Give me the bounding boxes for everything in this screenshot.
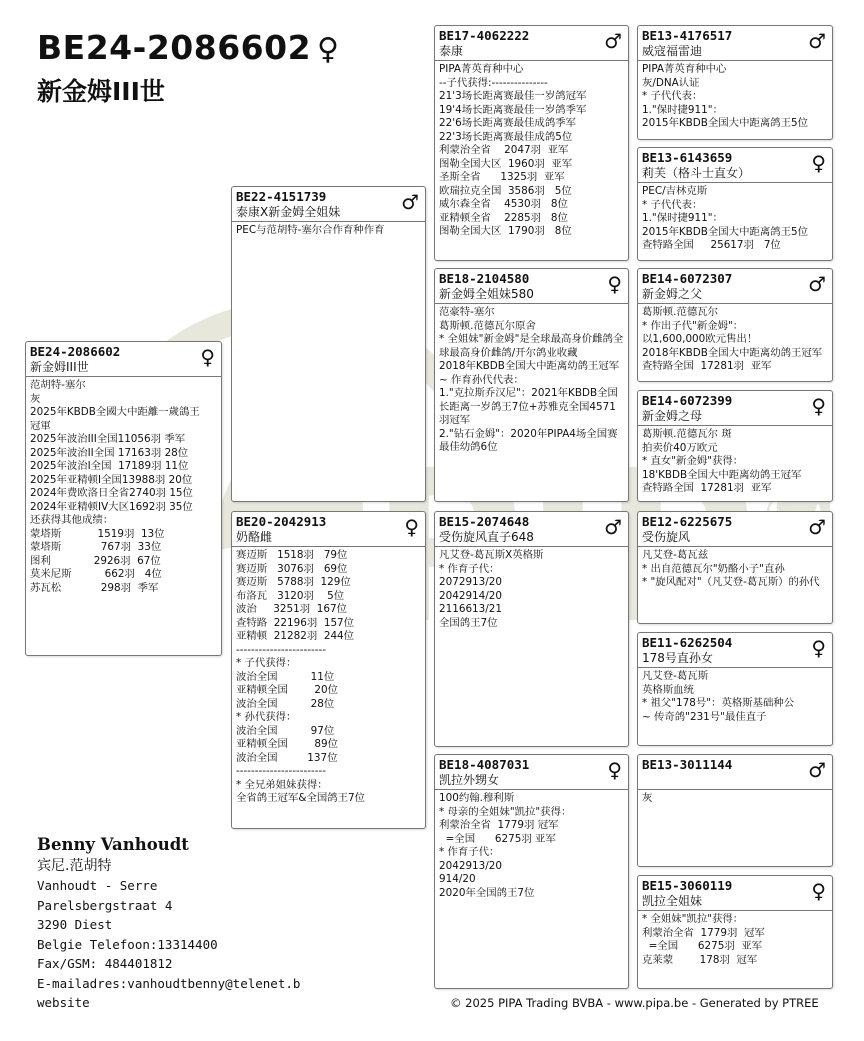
ring-number: BE11-6262504 [642,635,733,650]
female-icon: ♀ [811,636,826,660]
pigeon-name: 受伤旋风直子648 [439,530,534,544]
pigeon-name: 新金姆之父 [642,287,703,301]
female-icon: ♀ [404,515,419,539]
ring-number: BE15-3060119 [642,878,733,893]
pigeon-card-sds[interactable] [637,268,833,382]
pigeon-notes: * 全姐妹"凯拉"获得： 利蒙治全省 1779羽 冠军 =全国 6275羽 亚军 克莱蒙 178羽 冠军 [642,913,765,966]
pigeon-card-dsd[interactable] [637,632,833,746]
page-subtitle: 新金姆III世 [37,77,165,106]
ring-number: BE13-6143659 [642,150,733,165]
ring-number: BE18-4087031 [439,757,530,772]
breeder-street: Parelsbergstraat 4 [37,897,173,913]
ring-number: BE18-2104580 [439,271,530,286]
pigeon-name: 新金姆III世 [30,360,89,374]
pigeon-notes: 凡艾登-葛瓦兹 * 出自范德瓦尔"奶酪小子"直孙 * "旋风配对"（凡艾登-葛瓦斯）的孙代 [642,549,820,588]
male-icon: ♂ [604,29,622,53]
breeder-info [37,834,300,1013]
ring-number: BE15-2074648 [439,514,530,529]
pigeon-name: 178号直孙女 [642,651,713,665]
pigeon-card-sd[interactable] [434,268,629,502]
pigeon-card-ds[interactable] [434,511,629,747]
pigeon-name: 奶酪雌 [236,530,273,544]
pigeon-card-ddd[interactable] [637,875,833,989]
pigeon-notes: 100约翰.穆利斯 * 母亲的全姐妹"凯拉"获得： 利蒙治全省 1779羽 冠军 =全国 6275羽 亚军 * 作育子代： 2042913/20 914/20 2020年全国鸽王7位 [439,792,572,899]
male-icon: ♂ [808,515,826,539]
pigeon-notes: 范胡特-塞尔 灰 2025年KBDB全國大中距離一歲鴿王 冠軍 2025年波治III全国11056羽 季军 2025年波治II全国 17163羽 28位 2025年波治I全国 17189羽 11位 2025年亚精顿I全国13988羽 20位 2024年费欧洛日全省2740羽 15位 2024年亚精顿IV大区1692羽 35位 还获得其他成绩： 蒙塔斯 1519羽 13位 蒙塔斯 767羽 33位 图利 2926羽 67位 莫米尼斯 662羽 4位 苏瓦松 298羽 季军 [30,379,200,594]
pigeon-card-dds[interactable] [637,754,833,867]
footer-copyright: © 2025 PIPA Trading BVBA - www.pipa.be - Generated by PTREE [450,996,819,1010]
pigeon-notes: PIPA菁英育种中心 --子代获得:--------------- 21'3场长距离赛最佳一岁鸽冠军 19'4场长距离赛最佳一岁鸽季军 22'6场长距离赛最佳成鸽季军 22'3场长距离赛最佳成鸽5位 利蒙治全省 2047羽 亚军 图勒全国大区 1960羽 亚军 圣斯全省 1325羽 亚军 欧瑞拉克全国 3586羽 5位 威尔森全省 4530羽 8位 亚精顿全省 2285羽 8位 图勒全国大区 1790羽 8位 [439,63,587,237]
pigeon-name: 泰康X新金姆全姐妹 [236,205,341,219]
pigeon-name: 新金姆之母 [642,409,703,423]
pigeon-card-sire[interactable] [231,186,426,502]
pigeon-name: 莉芙（格斗士直女） [642,166,751,180]
pigeon-name: 受伤旋风 [642,530,691,544]
pigeon-name: 泰康 [439,44,464,58]
title-ring: BE24-2086602 [37,28,312,67]
breeder-fax: Fax/GSM: 484401812 [37,956,173,971]
female-icon: ♀ [607,272,622,296]
pigeon-notes: PIPA菁英育种中心 灰/DNA认证 * 子代代表： 1."保时捷911"： 2015年KBDB全国大中距离鸽王5位 [642,63,809,129]
female-icon: ♀ [607,758,622,782]
female-icon: ♀ [200,345,215,369]
breeder-website[interactable]: website [37,995,90,1010]
ring-number: BE24-2086602 [30,344,121,359]
female-icon: ♀ [811,151,826,175]
ring-number: BE17-4062222 [439,28,530,43]
male-icon: ♂ [808,758,826,782]
pigeon-card-ss[interactable] [434,25,629,261]
pigeon-notes: 葛斯顿.范德瓦尔 * 作出子代"新金姆"： 以1,600,000欧元售出！ 2018年KBDB全国大中距离幼鸽王冠军 查特路全国 17281羽 亚军 [642,306,823,372]
breeder-loft: Vanhoudt - Serre [37,878,158,893]
ring-number: BE22-4151739 [236,189,327,204]
ring-number: BE14-6072307 [642,271,733,286]
ring-number: BE14-6072399 [642,393,733,408]
ring-number: BE20-2042913 [236,514,327,529]
pigeon-notes: 凡艾登-葛瓦斯X英格斯 * 作育子代： 2072913/20 2042914/20 2116613/21 全国鸽王7位 [439,549,544,629]
pigeon-notes: PEC/吉林克斯 * 子代代表： 1."保时捷911"： 2015年KBDB全国大中距离鸽王5位 查特路全国 25617羽 7位 [642,185,809,251]
pigeon-name: 威寇福雷迪 [642,44,703,58]
pigeon-notes: 凡艾登-葛瓦斯 英格斯血统 * 祖父"178号"：英格斯基础种公 ~ 传奇鸽"231号"最佳直子 [642,670,795,723]
pigeon-card-subject[interactable] [25,341,222,656]
male-icon: ♂ [604,515,622,539]
breeder-email[interactable]: E-mailadres:vanhoudtbenny@telenet.b [37,975,301,991]
pigeon-notes: PEC与范胡特-塞尔合作育种作育 [236,224,385,236]
pigeon-notes: 赛迈斯 1518羽 79位 赛迈斯 3076羽 69位 赛迈斯 5788羽 129位 布洛瓦 3120羽 5位 波治 3251羽 167位 查特路 22196羽 157位 亚精顿 21282羽 244位 ------------------------ * 子代获得： 波治全国 11位 亚精顿全国 20位 波治全国 28位 * 孙代获得： 波治全国 97位 亚精顿全国 89位 波治全国 137位 ------------------------ * 全兄弟姐妹获得： 全省鸽王冠军&全国鸽王7位 [236,549,366,804]
male-icon: ♂ [808,29,826,53]
male-icon: ♂ [401,190,419,214]
pigeon-card-sdd[interactable] [637,390,833,502]
female-icon: ♀ [811,394,826,418]
pigeon-card-dd[interactable] [434,754,629,989]
breeder-name: Benny Vanhoudt [37,835,189,854]
pigeon-card-dam[interactable] [231,511,426,829]
breeder-phone: Belgie Telefoon:13314400 [37,936,218,952]
pigeon-card-ssd[interactable] [637,147,833,261]
pigeon-card-sss[interactable] [637,25,833,140]
pigeon-notes: 葛斯顿.范德瓦尔 斑 拍卖价40万欧元 * 直女"新金姆"获得： 18'KBDB全国大中距离幼鸽王冠军 查特路全国 17281羽 亚军 [642,428,802,494]
pigeon-notes: 范豪特-塞尔 葛斯顿.范德瓦尔原舍 * 全姐妹"新金姆"是全球最高身价雌鸽全球最高身价雌鸽/开尔鸽业收藏 2018年KBDB全国大中距离幼鸽王冠军 ~ 作育孙代代表： 1."克拉斯乔汉尼"：2021年KBDB全国长距离一岁鸽王7位+苏雅克全国4571羽冠军 2."钻石金姆"：2020年PIPA4场全国赛最佳幼鸽6位 [439,306,624,453]
pigeon-card-dss[interactable] [637,511,833,624]
ring-number: BE13-3011144 [642,757,733,772]
ring-number: BE13-4176517 [642,28,733,43]
breeder-city: 3290 Diest [37,917,113,932]
pigeon-notes: 灰 [642,792,653,804]
ring-number: BE12-6225675 [642,514,733,529]
female-icon: ♀ [811,879,826,903]
pigeon-name: 新金姆全姐妹580 [439,287,534,301]
page-title [37,28,340,67]
female-icon: ♀ [317,32,340,67]
breeder-name-cn: 宾尼.范胡特 [37,858,112,874]
pigeon-name: 凯拉外甥女 [439,773,500,787]
pigeon-name: 凯拉全姐妹 [642,894,703,908]
male-icon: ♂ [808,272,826,296]
